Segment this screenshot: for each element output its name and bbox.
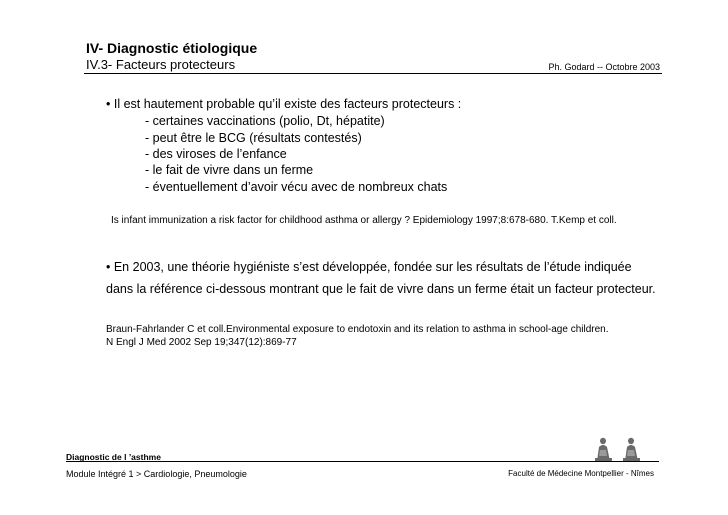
list-item: - éventuellement d’avoir vécu avec de nombreux chats	[145, 180, 448, 194]
header-divider	[84, 73, 662, 74]
author-date: Ph. Godard -- Octobre 2003	[548, 62, 660, 72]
slide-subtitle: IV.3- Facteurs protecteurs	[86, 57, 236, 72]
footer-course-title: Diagnostic de l ’asthme	[66, 452, 161, 462]
list-item: - certaines vaccinations (polio, Dt, hépatite)	[145, 114, 385, 128]
footer-module: Module Intégré 1 > Cardiologie, Pneumologie	[66, 469, 247, 479]
bullet-hygiene-theory-cont: dans la référence ci-dessous montrant que le fait de vivre dans un ferme était un facteur protecteur.	[106, 282, 656, 296]
bullet-protective-factors: • Il est hautement probable qu’il existe des facteurs protecteurs :	[106, 97, 462, 111]
footer-faculty: Faculté de Médecine Montpellier - Nîmes	[508, 469, 654, 478]
reference-braun-journal: N Engl J Med 2002 Sep 19;347(12):869-77	[106, 337, 297, 348]
footer-divider	[66, 461, 659, 462]
reference-braun: Braun-Fahrlander C et coll.Environmental exposure to endotoxin and its relation to asthma in school-age children.	[106, 324, 609, 335]
bullet-hygiene-theory: • En 2003, une théorie hygiéniste s’est développée, fondée sur les résultats de l’étude indiquée	[106, 260, 632, 274]
faculty-statues-logo	[591, 436, 651, 462]
slide-title: IV- Diagnostic étiologique	[86, 40, 258, 56]
list-item: - peut être le BCG (résultats contestés)	[145, 131, 362, 145]
list-item: - le fait de vivre dans un ferme	[145, 163, 314, 177]
reference-kemp: Is infant immunization a risk factor for childhood asthma or allergy ? Epidemiology 1997;8:678-680. T.Kemp et coll.	[111, 215, 617, 226]
list-item: - des viroses de l’enfance	[145, 147, 287, 161]
